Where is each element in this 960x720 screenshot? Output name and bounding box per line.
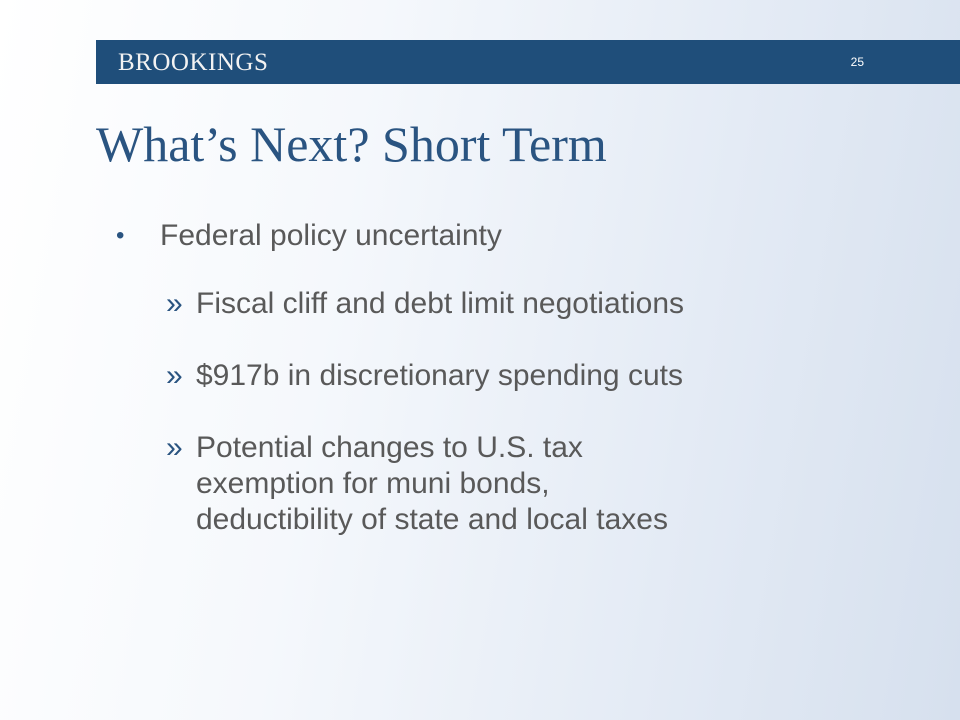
header-bar [96, 40, 960, 84]
bullet-marker: • [116, 222, 125, 249]
page-number: 25 [850, 55, 864, 69]
bullet-text: Federal policy uncertainty [160, 219, 502, 252]
slide-title: What’s Next? Short Term [96, 116, 607, 172]
sub-bullet-marker: » [166, 359, 183, 392]
sub-bullet-marker: » [166, 287, 183, 320]
brookings-logo: BROOKINGS [118, 49, 269, 76]
sub-bullet-text: Potential changes to U.S. tax exemption for muni bonds, deductibility of state and local taxes [196, 431, 668, 536]
sub-bullet-text: $917b in discretionary spending cuts [196, 359, 683, 392]
sub-bullet-marker: » [166, 431, 183, 464]
sub-bullet-text: Fiscal cliff and debt limit negotiations [196, 287, 685, 320]
